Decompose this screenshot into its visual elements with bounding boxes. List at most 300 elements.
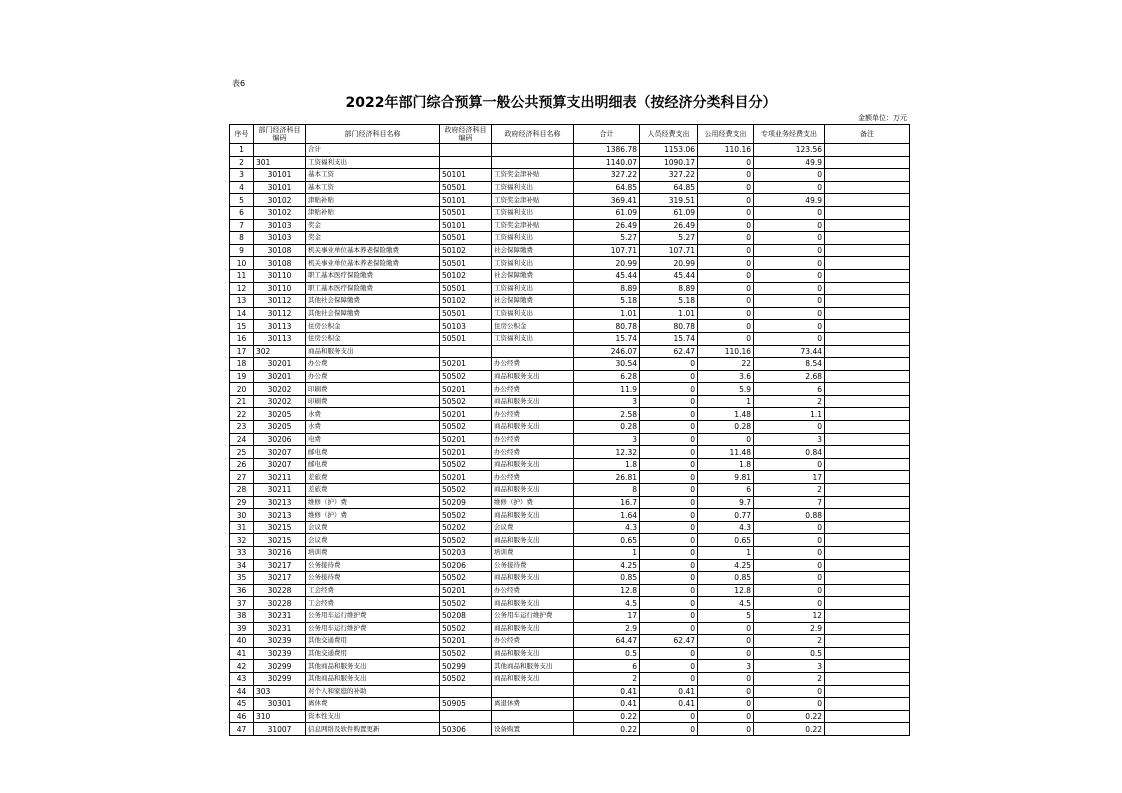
cell-seq: 43 [230,672,254,685]
cell-gov-name: 商品和服务支出 [492,458,574,471]
cell-gov-name: 办公经费 [492,358,574,371]
cell-public: 0 [698,320,754,333]
cell-dept-name: 离休费 [306,698,440,711]
page-label: 表6 [232,79,246,88]
cell-remark [825,206,910,219]
table-row [230,433,910,446]
cell-gov-code: 50502 [440,370,492,383]
cell-special: 49.9 [754,194,825,207]
cell-dept-code: 30206 [254,433,306,446]
cell-special: 7 [754,496,825,509]
cell-total: 80.78 [574,320,640,333]
cell-special: 0 [754,547,825,560]
cell-special: 6 [754,383,825,396]
cell-public: 9.7 [698,496,754,509]
cell-gov-code: 50501 [440,206,492,219]
cell-gov-code: 50201 [440,635,492,648]
cell-dept-name: 住房公积金 [306,332,440,345]
cell-dept-name: 其他商品和服务支出 [306,672,440,685]
cell-seq: 37 [230,597,254,610]
cell-dept-name: 机关事业单位基本养老保险缴费 [306,244,440,257]
cell-special: 0 [754,332,825,345]
cell-seq: 32 [230,534,254,547]
cell-public: 0 [698,269,754,282]
cell-public: 0 [698,156,754,169]
header-gov-code: 政府经济科目编码 [440,125,492,144]
cell-remark [825,685,910,698]
table-row [230,584,910,597]
cell-special: 0 [754,307,825,320]
cell-seq: 2 [230,156,254,169]
cell-dept-name: 印刷费 [306,395,440,408]
cell-special: 2 [754,635,825,648]
cell-total: 4.25 [574,559,640,572]
cell-total: 5.18 [574,295,640,308]
cell-gov-name: 商品和服务支出 [492,421,574,434]
table-row [230,484,910,497]
cell-seq: 46 [230,710,254,723]
cell-personnel: 0 [640,370,698,383]
cell-dept-code: 30207 [254,446,306,459]
cell-gov-code: 50501 [440,332,492,345]
cell-gov-name: 工资福利支出 [492,257,574,270]
cell-seq: 36 [230,584,254,597]
header-personnel: 人员经费支出 [640,125,698,144]
table-row [230,698,910,711]
cell-total: 107.71 [574,244,640,257]
cell-personnel: 0 [640,584,698,597]
cell-dept-name: 其他交通费用 [306,635,440,648]
cell-remark [825,458,910,471]
cell-remark [825,635,910,648]
table-row [230,408,910,421]
cell-dept-code: 30103 [254,219,306,232]
cell-special: 0 [754,597,825,610]
cell-seq: 30 [230,509,254,522]
cell-gov-name: 办公经费 [492,383,574,396]
cell-total: 11.9 [574,383,640,396]
cell-dept-name: 印刷费 [306,383,440,396]
cell-gov-name: 工资福利支出 [492,282,574,295]
cell-gov-code: 50102 [440,295,492,308]
cell-special: 0 [754,521,825,534]
cell-remark [825,345,910,358]
cell-personnel: 0.41 [640,698,698,711]
cell-total: 327.22 [574,169,640,182]
cell-remark [825,156,910,169]
cell-special: 0 [754,320,825,333]
cell-gov-code: 50306 [440,723,492,736]
cell-gov-name: 商品和服务支出 [492,395,574,408]
cell-gov-name: 工资福利支出 [492,307,574,320]
cell-public: 1 [698,547,754,560]
cell-gov-code [440,345,492,358]
cell-dept-name: 信息网络及软件购置更新 [306,723,440,736]
cell-public: 110.16 [698,345,754,358]
cell-remark [825,446,910,459]
cell-dept-code: 30228 [254,584,306,597]
cell-remark [825,433,910,446]
cell-gov-name: 办公经费 [492,433,574,446]
cell-special: 0.22 [754,723,825,736]
cell-gov-name: 商品和服务支出 [492,622,574,635]
cell-dept-code: 30113 [254,332,306,345]
cell-gov-code: 50102 [440,244,492,257]
cell-dept-name: 会议费 [306,534,440,547]
cell-public: 0.85 [698,572,754,585]
cell-total: 30.54 [574,358,640,371]
cell-gov-name [492,710,574,723]
table-row [230,219,910,232]
cell-gov-code: 50201 [440,408,492,421]
cell-special: 0 [754,169,825,182]
cell-dept-code: 30228 [254,597,306,610]
cell-special: 8.54 [754,358,825,371]
table-row [230,572,910,585]
cell-special: 0 [754,181,825,194]
cell-dept-name: 奖金 [306,219,440,232]
cell-gov-code: 50103 [440,320,492,333]
cell-special: 0 [754,534,825,547]
cell-remark [825,710,910,723]
cell-personnel: 327.22 [640,169,698,182]
unit-label: 金额单位：万元 [858,114,907,122]
cell-special: 0 [754,232,825,245]
cell-seq: 23 [230,421,254,434]
cell-seq: 27 [230,471,254,484]
cell-public: 4.25 [698,559,754,572]
cell-public: 0 [698,181,754,194]
cell-gov-code: 50502 [440,572,492,585]
cell-gov-name: 工资福利支出 [492,232,574,245]
cell-dept-name: 维修（护）费 [306,509,440,522]
cell-personnel: 0 [640,433,698,446]
header-total: 合计 [574,125,640,144]
budget-table [229,124,910,736]
cell-special: 17 [754,471,825,484]
cell-seq: 42 [230,660,254,673]
cell-dept-code: 30103 [254,232,306,245]
cell-seq: 11 [230,269,254,282]
cell-gov-name: 社会保障缴费 [492,295,574,308]
cell-total: 3 [574,395,640,408]
cell-total: 26.49 [574,219,640,232]
cell-personnel: 0 [640,446,698,459]
cell-total: 0.28 [574,421,640,434]
table-row [230,458,910,471]
cell-public: 0 [698,647,754,660]
cell-gov-code: 50502 [440,395,492,408]
cell-total: 12.32 [574,446,640,459]
cell-dept-name: 合计 [306,144,440,157]
cell-remark [825,408,910,421]
cell-personnel: 0 [640,395,698,408]
cell-total: 1 [574,547,640,560]
cell-special: 0 [754,282,825,295]
cell-seq: 44 [230,685,254,698]
cell-total: 1386.78 [574,144,640,157]
cell-seq: 3 [230,169,254,182]
cell-gov-name [492,345,574,358]
cell-gov-name: 设备购置 [492,723,574,736]
cell-personnel: 0 [640,471,698,484]
cell-dept-name: 工会经费 [306,584,440,597]
cell-public: 0 [698,710,754,723]
cell-dept-code: 30231 [254,609,306,622]
cell-seq: 6 [230,206,254,219]
cell-remark [825,622,910,635]
cell-gov-code: 50502 [440,622,492,635]
table-row [230,332,910,345]
cell-total: 0.41 [574,698,640,711]
table-row [230,320,910,333]
cell-seq: 1 [230,144,254,157]
cell-dept-name: 工资福利支出 [306,156,440,169]
cell-gov-code: 50502 [440,534,492,547]
cell-special: 0 [754,244,825,257]
cell-dept-code: 301 [254,156,306,169]
cell-total: 45.44 [574,269,640,282]
cell-dept-name: 邮电费 [306,446,440,459]
cell-seq: 41 [230,647,254,660]
cell-gov-code: 50501 [440,282,492,295]
cell-total: 64.47 [574,635,640,648]
cell-remark [825,534,910,547]
cell-gov-name: 工资奖金津补贴 [492,219,574,232]
cell-remark [825,358,910,371]
cell-personnel: 0 [640,597,698,610]
cell-dept-name: 邮电费 [306,458,440,471]
cell-total: 26.81 [574,471,640,484]
cell-seq: 18 [230,358,254,371]
cell-seq: 47 [230,723,254,736]
cell-remark [825,421,910,434]
page-title: 2022年部门综合预算一般公共预算支出明细表（按经济分类科目分） [345,95,777,111]
cell-personnel: 0 [640,509,698,522]
cell-public: 0 [698,282,754,295]
cell-dept-code: 30299 [254,660,306,673]
cell-dept-name: 商品和服务支出 [306,345,440,358]
cell-gov-name: 商品和服务支出 [492,672,574,685]
cell-gov-code: 50208 [440,609,492,622]
cell-special: 0 [754,206,825,219]
cell-dept-code: 30239 [254,635,306,648]
cell-special: 2 [754,395,825,408]
table-row [230,307,910,320]
cell-gov-name [492,685,574,698]
cell-gov-code: 50202 [440,521,492,534]
cell-remark [825,219,910,232]
cell-gov-code: 50502 [440,647,492,660]
cell-public: 0 [698,723,754,736]
table-row [230,672,910,685]
cell-remark [825,370,910,383]
cell-personnel: 1090.17 [640,156,698,169]
cell-total: 0.41 [574,685,640,698]
cell-total: 17 [574,609,640,622]
cell-personnel: 0 [640,710,698,723]
cell-public: 1 [698,395,754,408]
table-row [230,534,910,547]
cell-dept-name: 水费 [306,421,440,434]
cell-personnel: 0 [640,672,698,685]
cell-gov-code: 50502 [440,484,492,497]
cell-seq: 19 [230,370,254,383]
table-row [230,345,910,358]
cell-gov-name: 社会保障缴费 [492,269,574,282]
cell-personnel: 0 [640,622,698,635]
table-row [230,446,910,459]
cell-gov-name: 商品和服务支出 [492,572,574,585]
cell-dept-code: 30202 [254,383,306,396]
cell-remark [825,509,910,522]
cell-gov-code: 50201 [440,471,492,484]
cell-total: 1.64 [574,509,640,522]
cell-public: 3.6 [698,370,754,383]
cell-total: 0.22 [574,710,640,723]
cell-personnel: 0 [640,647,698,660]
cell-special: 0 [754,269,825,282]
cell-gov-name: 维修（护）费 [492,496,574,509]
cell-total: 2.9 [574,622,640,635]
cell-gov-code: 50502 [440,421,492,434]
cell-public: 4.3 [698,521,754,534]
cell-dept-name: 办公费 [306,358,440,371]
cell-dept-name: 对个人和家庭的补助 [306,685,440,698]
cell-dept-code: 30239 [254,647,306,660]
header-dept-name: 部门经济科目名称 [306,125,440,144]
cell-remark [825,307,910,320]
cell-public: 0 [698,232,754,245]
cell-total: 61.09 [574,206,640,219]
table-row [230,647,910,660]
cell-special: 0.5 [754,647,825,660]
cell-personnel: 15.74 [640,332,698,345]
cell-personnel: 0 [640,496,698,509]
cell-remark [825,320,910,333]
cell-dept-code: 30110 [254,282,306,295]
cell-gov-code: 50502 [440,509,492,522]
cell-special: 0 [754,421,825,434]
cell-dept-code: 30215 [254,521,306,534]
cell-total: 1140.07 [574,156,640,169]
cell-public: 0 [698,169,754,182]
cell-dept-name: 差旅费 [306,484,440,497]
cell-total: 369.41 [574,194,640,207]
cell-remark [825,471,910,484]
cell-dept-code: 30110 [254,269,306,282]
cell-total: 6 [574,660,640,673]
table-row [230,685,910,698]
cell-public: 0 [698,295,754,308]
header-seq: 序号 [230,125,254,144]
cell-personnel: 0 [640,547,698,560]
cell-remark [825,244,910,257]
table-row [230,521,910,534]
cell-public: 5 [698,609,754,622]
cell-seq: 45 [230,698,254,711]
cell-gov-name: 办公经费 [492,408,574,421]
cell-personnel: 0 [640,484,698,497]
cell-gov-code: 50101 [440,194,492,207]
cell-gov-code: 50299 [440,660,492,673]
cell-dept-code: 30201 [254,358,306,371]
cell-public: 0.65 [698,534,754,547]
cell-remark [825,383,910,396]
cell-remark [825,496,910,509]
cell-seq: 26 [230,458,254,471]
cell-special: 0.88 [754,509,825,522]
cell-personnel: 26.49 [640,219,698,232]
cell-gov-name: 公务接待费 [492,559,574,572]
table-body [230,144,910,736]
cell-gov-name: 商品和服务支出 [492,647,574,660]
cell-gov-code: 50502 [440,458,492,471]
cell-gov-name: 培训费 [492,547,574,560]
cell-gov-name: 办公经费 [492,584,574,597]
cell-dept-code: 30211 [254,471,306,484]
cell-personnel: 64.85 [640,181,698,194]
cell-total: 1.01 [574,307,640,320]
cell-gov-code: 50203 [440,547,492,560]
cell-gov-name: 办公经费 [492,446,574,459]
cell-gov-code: 50201 [440,383,492,396]
cell-total: 0.5 [574,647,640,660]
cell-total: 0.22 [574,723,640,736]
cell-gov-name: 工资奖金津补贴 [492,194,574,207]
cell-public: 0 [698,685,754,698]
cell-dept-name: 津贴补贴 [306,206,440,219]
cell-public: 22 [698,358,754,371]
cell-seq: 31 [230,521,254,534]
cell-total: 3 [574,433,640,446]
cell-dept-code: 30102 [254,206,306,219]
cell-dept-code: 30231 [254,622,306,635]
cell-public: 3 [698,660,754,673]
table-row [230,471,910,484]
cell-dept-name: 差旅费 [306,471,440,484]
cell-special: 2 [754,672,825,685]
cell-personnel: 0 [640,572,698,585]
cell-remark [825,597,910,610]
cell-gov-name [492,156,574,169]
table-row [230,282,910,295]
table-row [230,244,910,257]
cell-dept-code: 30299 [254,672,306,685]
cell-total: 15.74 [574,332,640,345]
cell-special: 123.56 [754,144,825,157]
cell-personnel: 8.89 [640,282,698,295]
cell-gov-code: 50201 [440,433,492,446]
cell-special: 49.9 [754,156,825,169]
cell-dept-code: 30108 [254,257,306,270]
cell-special: 0 [754,685,825,698]
cell-dept-code: 30101 [254,181,306,194]
cell-personnel: 20.99 [640,257,698,270]
cell-dept-name: 会议费 [306,521,440,534]
cell-total: 16.7 [574,496,640,509]
cell-gov-code: 50502 [440,672,492,685]
cell-seq: 8 [230,232,254,245]
cell-dept-name: 维修（护）费 [306,496,440,509]
cell-public: 5.9 [698,383,754,396]
cell-dept-code: 30205 [254,408,306,421]
cell-gov-code: 50502 [440,597,492,610]
cell-gov-name: 商品和服务支出 [492,509,574,522]
cell-gov-code: 50501 [440,181,492,194]
cell-total: 246.07 [574,345,640,358]
cell-dept-code: 303 [254,685,306,698]
